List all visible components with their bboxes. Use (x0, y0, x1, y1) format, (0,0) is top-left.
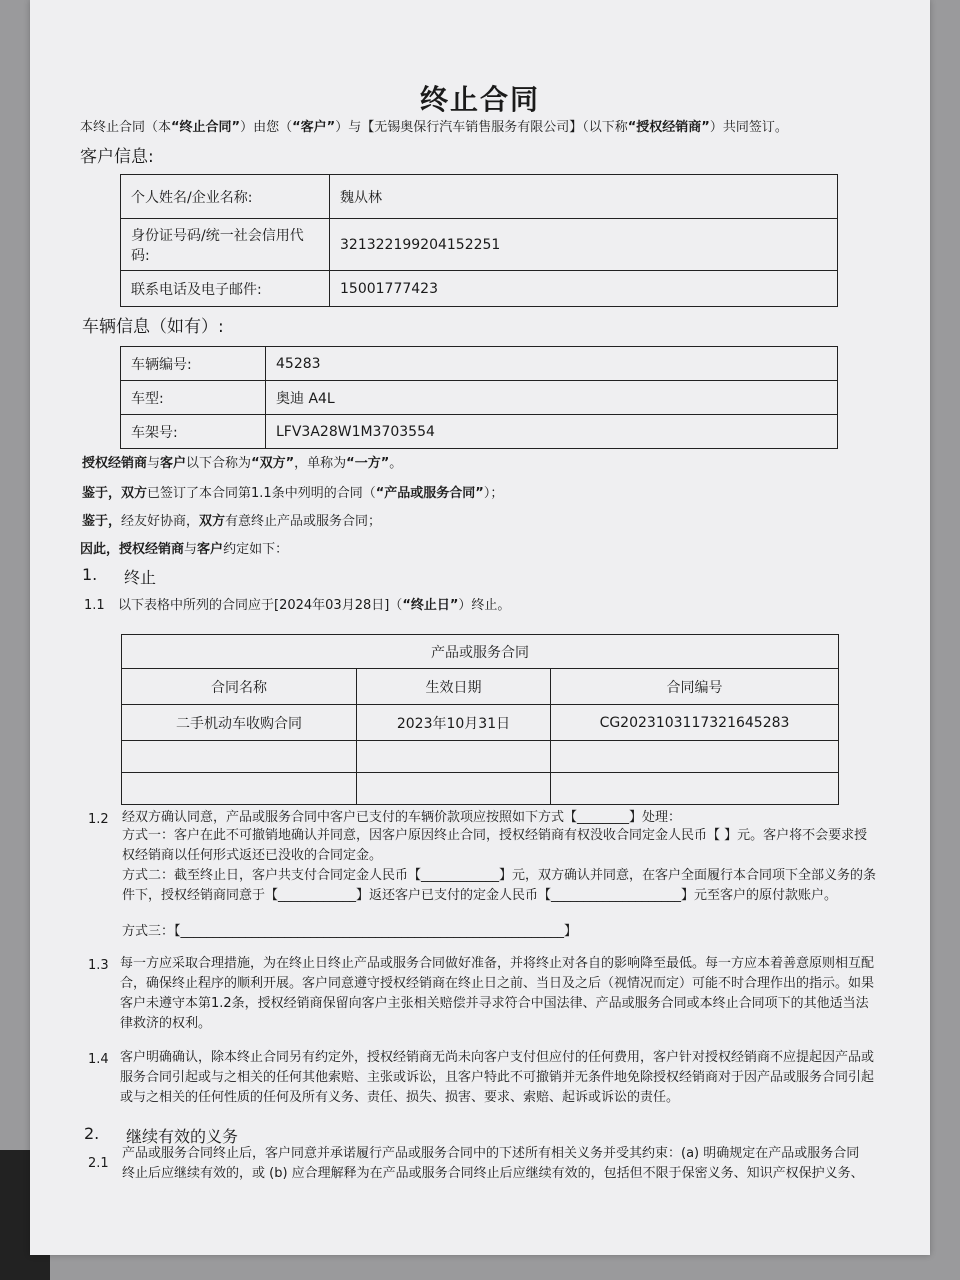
field-value: 魏从林 (330, 175, 838, 219)
column-header: 合同名称 (122, 669, 357, 705)
whereas-2 (82, 512, 381, 532)
section-2-title: 继续有效的义务 (126, 1127, 239, 1146)
field-value: 奥迪 A4L (266, 381, 838, 415)
field-value: 45283 (266, 347, 838, 381)
section-2-number: 2. (84, 1124, 100, 1143)
vehicle-info-table (120, 346, 838, 449)
text: 经友好协商， (121, 514, 200, 529)
text: 已签订了本合同第1.1条中列明的合同（ (147, 486, 376, 501)
table-caption: 产品或服务合同 (122, 635, 839, 669)
table-row (121, 381, 838, 415)
clause-1-1 (118, 596, 510, 616)
term: “终止日” (402, 598, 459, 613)
term: 授权经销商 (82, 456, 148, 471)
clause-1-2-method-2: 方式二：截至终止日，客户共支付合同定金人民币【____________】元，双方确认并同意，在客户全面履行本合同项下全部义务的条件下，授权经销商同意于【____________】返还客户已支付的定金人民币【____________________】元至客户的原付款账户。 (122, 868, 877, 903)
contract-table (121, 634, 839, 805)
clause-number: 2.1 (88, 1156, 109, 1171)
intro-text: 本终止合同（本 (80, 120, 172, 135)
term: “双方” (251, 456, 295, 471)
column-header: 生效日期 (357, 669, 551, 705)
clause-number: 1.2 (88, 812, 109, 827)
intro-term: “授权经销商” (627, 120, 710, 135)
intro-text: ）与【无锡奥保行汽车销售服务有限公司】（以下称 (335, 120, 628, 135)
text: 与 (147, 456, 161, 471)
table-row (121, 271, 838, 307)
customer-heading: 客户信息: (80, 147, 154, 167)
field-label: 联系电话及电子邮件: (121, 271, 330, 307)
table-cell (357, 741, 551, 773)
document-title: 终止合同 (419, 83, 540, 116)
customer-info-table (120, 174, 838, 307)
field-label: 车型: (121, 381, 266, 415)
table-cell (357, 773, 551, 805)
therefore-clause (80, 540, 288, 560)
table-cell: 二手机动车收购合同 (122, 705, 357, 741)
field-label: 个人姓名/企业名称: (121, 175, 330, 219)
table-cell (122, 741, 357, 773)
clause-number: 1.3 (88, 958, 109, 973)
clause-2-1: 产品或服务合同终止后，客户同意并承诺履行产品或服务合同中的下述所有相关义务并受其约束：(a) 明确规定在产品或服务合同终止后应继续有效的，或 (b) 应合理解释为在产品或服务合同终止后应继续有效的，包括但不限于保密义务、知识产权保护义务、 (122, 1146, 864, 1181)
term: 客户 (197, 542, 224, 557)
clause-1-4: 客户明确确认，除本终止合同另有约定外，授权经销商无尚未向客户支付但应付的任何费用，客户针对授权经销商不应提起因产品或服务合同引起或与之相关的任何其他索赔、主张或诉讼，且客户特此不可撤销并无条件地免除授权经销商对于因产品或服务合同引起或与之相关的任何性质的任何及所有义务、责任、损失、损害、要求、索赔、起诉或诉讼的责任。 (120, 1050, 875, 1105)
table-row (122, 741, 839, 773)
table-cell (551, 741, 839, 773)
clause-number: 1.1 (84, 598, 105, 613)
term: 鉴于， (82, 486, 122, 501)
clause-1-2-line: 经双方确认同意，产品或服务合同中客户已支付的车辆价款项应按照如下方式【________】处理： (122, 810, 682, 825)
term: “一方” (346, 456, 390, 471)
intro-text: ）由您（ (240, 120, 293, 135)
term: 授权经销商 (119, 542, 185, 557)
section-1-number: 1. (82, 565, 98, 584)
table-row (121, 219, 838, 271)
whereas-1 (82, 484, 503, 504)
section-1-title: 终止 (124, 568, 157, 587)
table-header-row (122, 669, 839, 705)
parties-definition (82, 454, 402, 474)
text: ，单称为 (294, 456, 347, 471)
term: “产品或服务合同” (375, 486, 484, 501)
table-row (122, 705, 839, 741)
vehicle-heading: 车辆信息（如有）: (82, 317, 224, 337)
term: 鉴于， (82, 514, 122, 529)
field-label: 车架号: (121, 415, 266, 449)
intro-term: “客户” (292, 120, 336, 135)
text: ）； (483, 486, 504, 501)
field-value: 321322199204152251 (330, 219, 838, 271)
field-value: LFV3A28W1M3703554 (266, 415, 838, 449)
table-cell: CG2023103117321645283 (551, 705, 839, 741)
term: 双方 (121, 486, 148, 501)
intro-paragraph (80, 118, 900, 138)
clause-1-2-method-1: 方式一：客户在此不可撤销地确认并同意，因客户原因终止合同，授权经销商有权没收合同定金人民币【 】元。客户将不会要求授权经销商以任何形式返还已没收的合同定金。 (122, 828, 868, 863)
clause-1-2-method-3: 方式三：【___________________________________________________________】 (122, 924, 578, 939)
table-row (121, 175, 838, 219)
field-value: 15001777423 (330, 271, 838, 307)
text: 以下合称为 (186, 456, 252, 471)
column-header: 合同编号 (551, 669, 839, 705)
clause-number: 1.4 (88, 1052, 109, 1067)
table-cell: 2023年10月31日 (357, 705, 551, 741)
text: 约定如下： (223, 542, 289, 557)
intro-text: ）共同签订。 (709, 120, 788, 135)
table-row (121, 347, 838, 381)
field-label: 车辆编号: (121, 347, 266, 381)
term: 双方 (199, 514, 226, 529)
term: 客户 (160, 456, 187, 471)
table-cell (551, 773, 839, 805)
text: 以下表格中所列的合同应于[2024年03月28日]（ (118, 598, 403, 613)
clause-1-3: 每一方应采取合理措施，为在终止日终止产品或服务合同做好准备，并将终止对各自的影响降至最低。每一方应本着善意原则相互配合，确保终止程序的顺利开展。客户同意遵守授权经销商在终止日之前、当日及之后（视情况而定）可能不时合理作出的指示。如果客户未遵守本第1.2条，授权经销商保留向客户主张相关赔偿并寻求符合中国法律、产品或服务合同或本终止合同项下的其他适当法律救济的权利。 (120, 956, 875, 1031)
term: 因此， (80, 542, 120, 557)
table-cell (122, 773, 357, 805)
intro-term: “终止合同” (171, 120, 241, 135)
text: 与 (184, 542, 198, 557)
table-row (121, 415, 838, 449)
table-row (122, 773, 839, 805)
text: 。 (389, 456, 403, 471)
text: 有意终止产品或服务合同； (225, 514, 382, 529)
field-label: 身份证号码/统一社会信用代码: (121, 219, 330, 271)
text: ）终止。 (458, 598, 511, 613)
table-caption-row (122, 635, 839, 669)
